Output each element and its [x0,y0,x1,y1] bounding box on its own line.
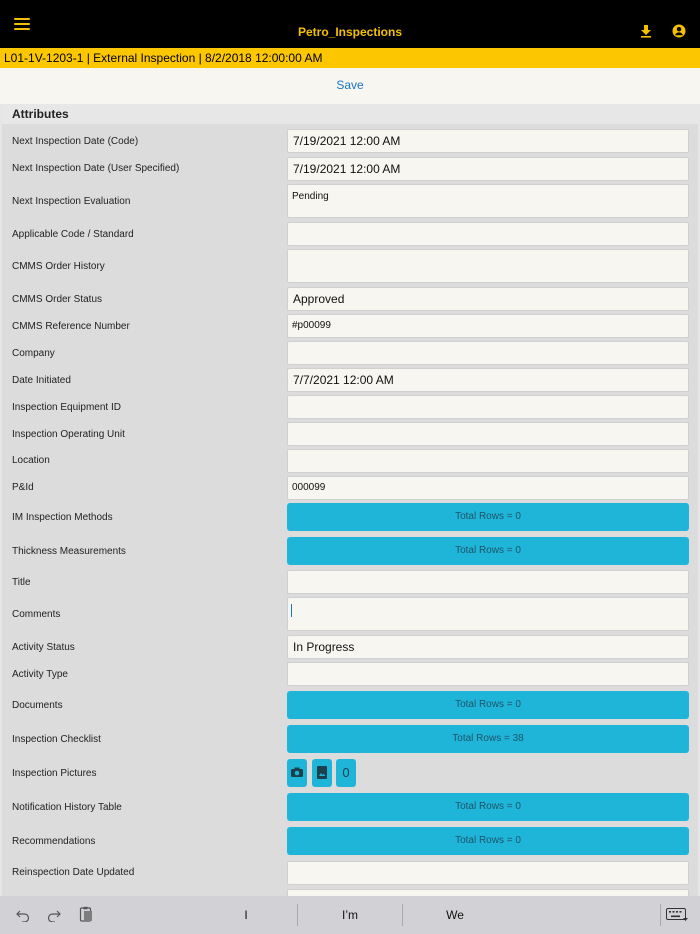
record-banner: L01-1V-1203-1 | External Inspection | 8/2/2018 12:00:00 AM [0,48,700,68]
operating-unit-field[interactable] [287,422,689,446]
field-label: Date Initiated [12,375,71,386]
field-label: Reinspection Date Updated [12,867,135,878]
field-label: Documents [12,700,63,711]
next-inspection-user-field[interactable]: 7/19/2021 12:00 AM [287,157,689,181]
thickness-table-button[interactable]: Total Rows = 0 [287,537,689,565]
take-photo-button[interactable] [287,759,307,787]
divider [297,904,298,926]
reinspection-updated-field[interactable] [287,861,689,885]
activity-type-field[interactable] [287,662,689,686]
suggestion-item[interactable]: We [446,908,464,922]
field-label: Notification History Table [12,802,122,813]
field-label: Recommendations [12,836,96,847]
cmms-status-field[interactable]: Approved [287,287,689,311]
next-field-partial[interactable] [287,889,689,896]
next-inspection-eval-field[interactable]: Pending [287,184,689,218]
photo-gallery-icon [316,766,328,780]
comments-field[interactable] [287,597,689,631]
im-methods-table-button[interactable]: Total Rows = 0 [287,503,689,531]
field-label: Comments [12,609,61,620]
field-label: CMMS Reference Number [12,321,130,332]
cmms-reference-field[interactable]: #p00099 [287,314,689,338]
field-label: CMMS Order History [12,261,105,272]
recommendations-table-button[interactable]: Total Rows = 0 [287,827,689,855]
field-label: Inspection Checklist [12,734,101,745]
pid-field[interactable]: 000099 [287,476,689,500]
field-label: Next Inspection Date (User Specified) [12,163,180,174]
keyboard-suggestion-bar [0,896,700,934]
checklist-table-button[interactable]: Total Rows = 38 [287,725,689,753]
field-label: P&Id [12,482,34,493]
field-label: Activity Type [12,669,68,680]
location-field[interactable] [287,449,689,473]
field-label: Next Inspection Evaluation [12,196,131,207]
field-label: Activity Status [12,642,75,653]
cmms-history-field[interactable] [287,249,689,283]
account-circle-icon[interactable] [672,24,686,38]
top-bar [0,0,700,48]
field-label: Inspection Operating Unit [12,429,125,440]
field-label: Location [12,455,50,466]
undo-icon[interactable] [16,908,30,922]
photo-gallery-button[interactable] [312,759,332,787]
field-label: Title [12,577,31,588]
section-title: Attributes [2,104,698,124]
field-label: IM Inspection Methods [12,512,113,523]
field-label: Thickness Measurements [12,546,126,557]
picture-count: 0 [336,759,356,787]
paste-icon[interactable] [79,906,93,922]
text-cursor [291,604,292,617]
attributes-form [2,124,698,896]
field-label: Company [12,348,55,359]
date-initiated-field[interactable]: 7/7/2021 12:00 AM [287,368,689,392]
redo-icon[interactable] [47,908,61,922]
equipment-id-field[interactable] [287,395,689,419]
company-field[interactable] [287,341,689,365]
divider [402,904,403,926]
camera-icon [291,766,303,780]
title-field[interactable] [287,570,689,594]
divider [660,904,661,926]
applicable-code-field[interactable] [287,222,689,246]
next-inspection-code-field[interactable]: 7/19/2021 12:00 AM [287,129,689,153]
field-label: Inspection Pictures [12,768,97,779]
documents-table-button[interactable]: Total Rows = 0 [287,691,689,719]
field-label: Inspection Equipment ID [12,402,121,413]
save-bar [0,68,700,104]
activity-status-field[interactable]: In Progress [287,635,689,659]
keyboard-dismiss-icon[interactable] [666,908,688,922]
notification-history-table-button[interactable]: Total Rows = 0 [287,793,689,821]
download-icon[interactable] [639,24,653,38]
field-label: Applicable Code / Standard [12,229,134,240]
save-button[interactable]: Save [336,78,364,92]
suggestion-item[interactable]: I [244,908,248,922]
field-label: CMMS Order Status [12,294,103,305]
field-label: Next Inspection Date (Code) [12,136,139,147]
suggestion-item[interactable]: I’m [342,908,358,922]
app-title: Petro_Inspections [297,25,403,39]
